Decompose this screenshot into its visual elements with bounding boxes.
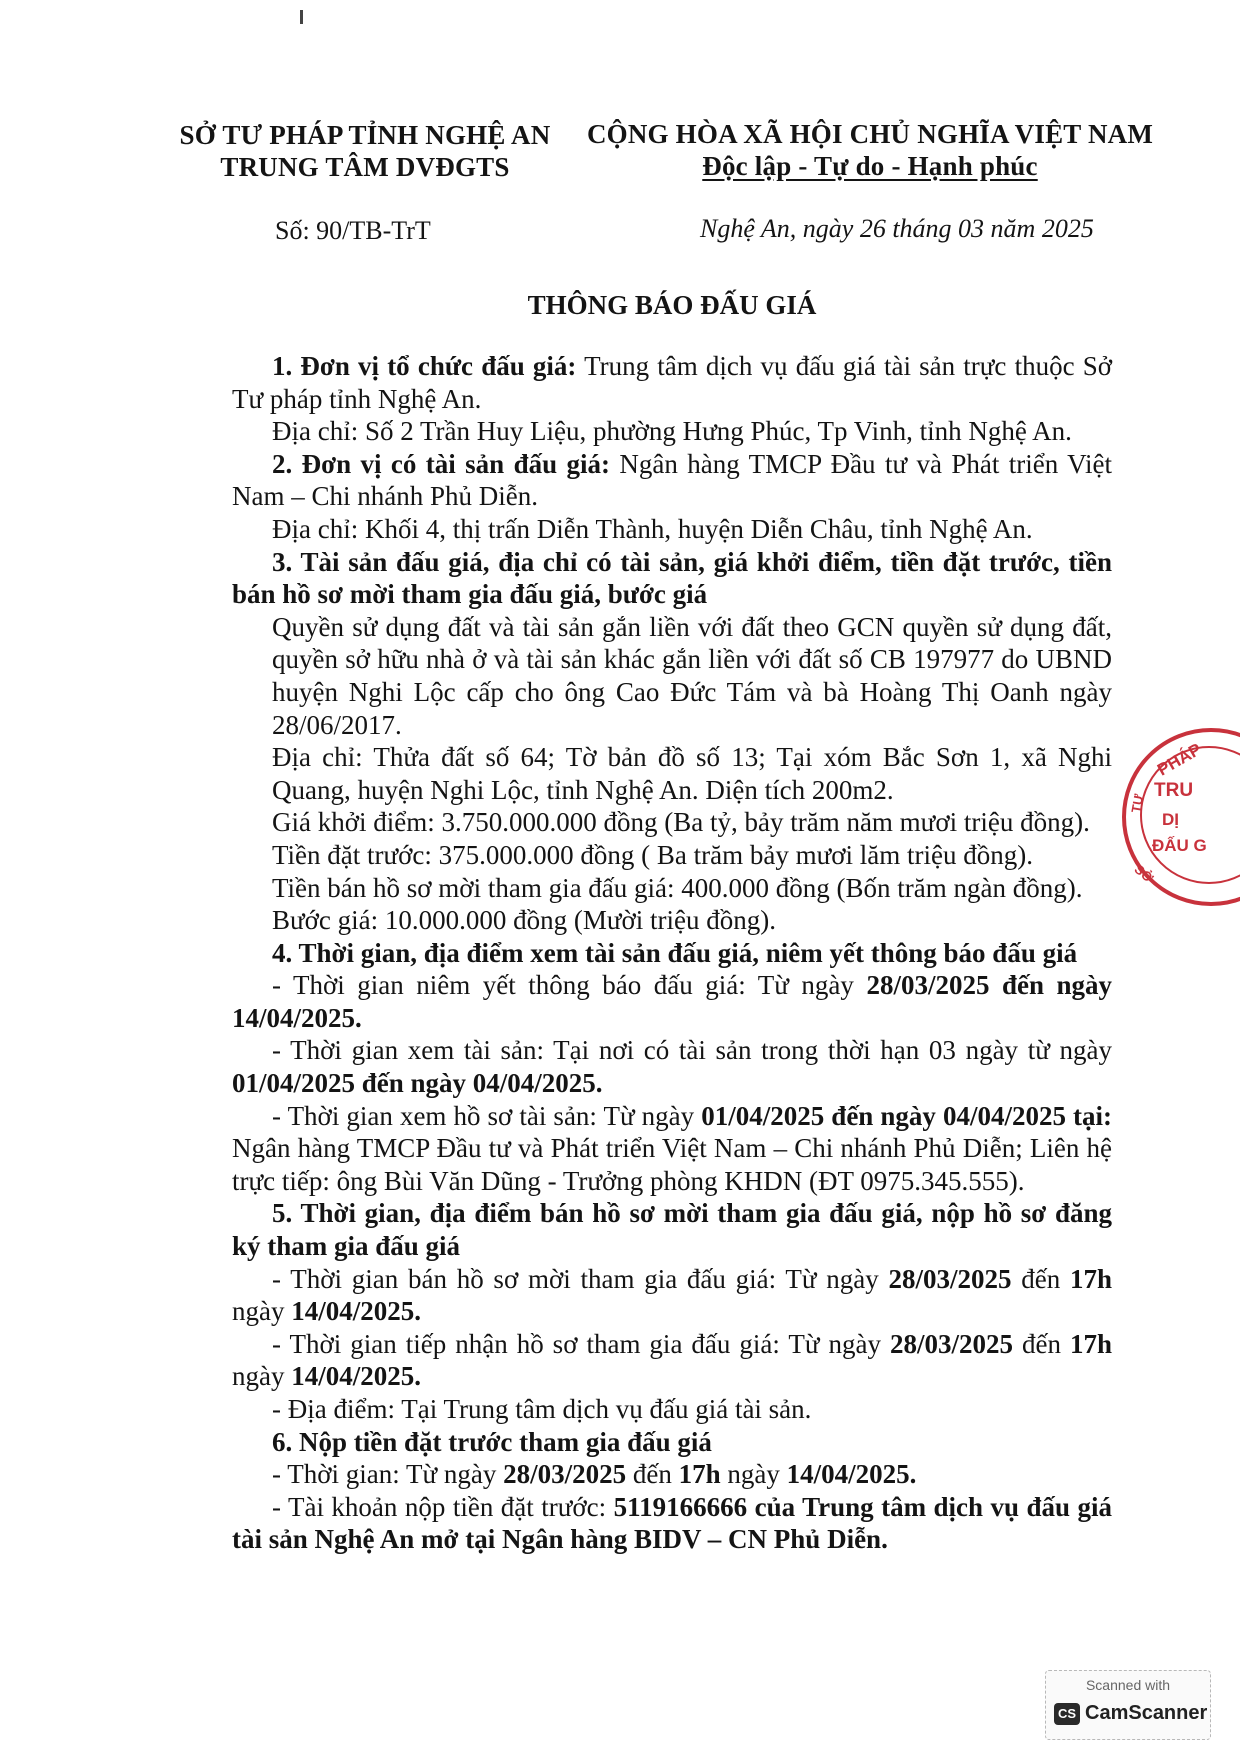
section-3-bid-step: Bước giá: 10.000.000 đồng (Mười triệu đồng). xyxy=(272,905,777,936)
receipt-from: 28/03/2025 xyxy=(889,1328,1013,1359)
receipt-date: 14/04/2025. xyxy=(291,1361,421,1392)
section-3-asset: Quyền sử dụng đất và tài sản gắn liền với đất theo GCN quyền sử dụng đất, quyền sở hữu nhà ở và tài sản khác gắn liền với đất số CB 197977 do UBND huyện Nghi Lộc cấp cho ông Cao Đức Tám và bà Hoàng Thị Oanh ngày 28/06/2017. xyxy=(272,611,1112,740)
viewing-label: - Thời gian xem tài sản: Tại nơi có tài sản trong thời hạn 03 ngày từ ngày xyxy=(272,1035,1112,1066)
section-3-start-price: Giá khởi điểm: 3.750.000.000 đồng (Ba tỷ, bảy trăm năm mươi triệu đồng). xyxy=(272,807,1090,838)
place-date: Nghệ An, ngày 26 tháng 03 năm 2025 xyxy=(700,214,1094,243)
seal-text-bottom: SỞ xyxy=(1131,861,1157,886)
section-2 xyxy=(232,448,1112,513)
section-4-posting xyxy=(232,969,1112,1034)
deposit-suffix: ngày xyxy=(720,1459,787,1490)
seal-inner-ring xyxy=(1140,746,1240,884)
receipt-label: - Thời gian tiếp nhận hồ sơ tham gia đấu giá: Từ ngày xyxy=(272,1328,890,1359)
scanner-brand: CamScanner xyxy=(1085,1702,1208,1724)
receipt-suffix: ngày xyxy=(232,1361,292,1392)
document-body xyxy=(232,350,1112,1556)
seal-text-3: ĐẤU G xyxy=(1152,836,1207,855)
document-number: Số: 90/TB-TrT xyxy=(275,216,431,245)
scanner-caption: Scanned with xyxy=(1085,1677,1171,1693)
account-details: 5119166666 của Trung tâm dịch vụ đấu giá tài sản Nghệ An mở tại Ngân hàng BIDV – CN Phủ Diễn. xyxy=(232,1491,1113,1555)
section-5-sale xyxy=(232,1263,1112,1328)
camscanner-logo-icon: CS xyxy=(1054,1703,1080,1725)
sale-suffix: ngày xyxy=(232,1296,292,1327)
deposit-time-label: - Thời gian: Từ ngày xyxy=(272,1459,504,1490)
section-2-address: Địa chỉ: Khối 4, thị trấn Diễn Thành, huyện Diễn Châu, tỉnh Nghệ An. xyxy=(272,513,1033,544)
red-seal-stamp xyxy=(1122,728,1240,906)
nation-motto: Độc lập - Tự do - Hạnh phúc xyxy=(702,151,1038,181)
section-5-receipt xyxy=(232,1328,1112,1393)
section-1-heading: 1. Đơn vị tổ chức đấu giá: xyxy=(272,351,577,381)
section-3-address: Địa chỉ: Thửa đất số 64; Tờ bản đồ số 13; Tại xóm Bắc Sơn 1, xã Nghi Quang, huyện Nghi Lộc, tỉnh Nghệ An. Diện tích 200m2. xyxy=(272,742,1112,805)
section-5-heading: 5. Thời gian, địa điểm bán hồ sơ mời tham gia đấu giá, nộp hồ sơ đăng ký tham gia đấu giá xyxy=(232,1198,1112,1262)
deposit-date: 14/04/2025. xyxy=(786,1459,917,1490)
sale-date: 14/04/2025. xyxy=(291,1296,421,1327)
section-1 xyxy=(232,350,1112,415)
seal-text-top: PHÁP xyxy=(1154,739,1205,780)
org-unit: TRUNG TÂM DVĐGTS xyxy=(220,152,510,182)
document-title: THÔNG BÁO ĐẤU GIÁ xyxy=(527,290,817,320)
docs-contact: Ngân hàng TMCP Đầu tư và Phát triển Việt Nam – Chi nhánh Phủ Diễn; Liên hệ trực tiếp: ông Bùi Văn Dũng - Trưởng phòng KHDN (ĐT 0975.345.555). xyxy=(232,1133,1112,1196)
seal-text-2: DỊ xyxy=(1162,810,1179,829)
section-3-heading: 3. Tài sản đấu giá, địa chỉ có tài sản, giá khởi điểm, tiền đặt trước, tiền bán hồ sơ mời tham gia đấu giá, bước giá xyxy=(232,546,1112,610)
camscanner-badge xyxy=(1045,1670,1211,1740)
deposit-hour: 17h xyxy=(678,1459,721,1490)
seal-text-left: TƯ xyxy=(1128,792,1147,815)
section-3-dossier-fee: Tiền bán hồ sơ mời tham gia đấu giá: 400.000 đồng (Bốn trăm ngàn đồng). xyxy=(272,872,1083,903)
section-5-location: - Địa điểm: Tại Trung tâm dịch vụ đấu giá tài sản. xyxy=(272,1394,812,1424)
section-2-heading: 2. Đơn vị có tài sản đấu giá: xyxy=(272,448,610,479)
seal-text-1: TRU xyxy=(1154,780,1194,801)
deposit-from: 28/03/2025 xyxy=(503,1459,627,1490)
section-3-deposit: Tiền đặt trước: 375.000.000 đồng ( Ba trăm bảy mươi lăm triệu đồng). xyxy=(272,839,1033,870)
docs-dates: 01/04/2025 đến ngày 04/04/2025 tại: xyxy=(701,1100,1112,1131)
org-name: SỞ TƯ PHÁP TỈNH NGHỆ AN xyxy=(179,120,551,150)
section-6-heading: 6. Nộp tiền đặt trước tham gia đấu giá xyxy=(272,1426,712,1457)
receipt-hour: 17h xyxy=(1069,1328,1112,1359)
posting-label: - Thời gian niêm yết thông báo đấu giá: Từ ngày xyxy=(272,970,867,1001)
viewing-dates: 01/04/2025 đến ngày 04/04/2025. xyxy=(232,1068,603,1099)
section-4-viewing xyxy=(232,1034,1112,1099)
section-4-docs xyxy=(232,1100,1112,1198)
posting-dates: 28/03/2025 đến ngày 14/04/2025. xyxy=(232,970,1112,1033)
sale-mid: đến xyxy=(1011,1263,1070,1294)
section-4-heading: 4. Thời gian, địa điểm xem tài sản đấu giá, niêm yết thông báo đấu giá xyxy=(272,937,1078,968)
sale-from: 28/03/2025 xyxy=(888,1263,1012,1294)
sale-hour: 17h xyxy=(1069,1263,1112,1294)
receipt-mid: đến xyxy=(1013,1328,1070,1359)
section-1-text: Trung tâm dịch vụ đấu giá tài sản trực thuộc Sở Tư pháp tỉnh Nghệ An. xyxy=(232,351,1113,414)
account-label: - Tài khoản nộp tiền đặt trước: xyxy=(272,1491,614,1522)
sale-label: - Thời gian bán hồ sơ mời tham gia đấu giá: Từ ngày xyxy=(272,1263,889,1294)
nation-title: CỘNG HÒA XÃ HỘI CHỦ NGHĨA VIỆT NAM xyxy=(586,119,1154,149)
docs-label: - Thời gian xem hồ sơ tài sản: Từ ngày xyxy=(272,1100,702,1131)
scan-speck xyxy=(300,10,303,24)
section-6-time xyxy=(232,1458,1112,1491)
deposit-mid: đến xyxy=(626,1459,679,1490)
section-6-account xyxy=(232,1491,1112,1556)
section-1-address: Địa chỉ: Số 2 Trần Huy Liệu, phường Hưng Phúc, Tp Vinh, tỉnh Nghệ An. xyxy=(272,416,1072,447)
section-2-text: Ngân hàng TMCP Đầu tư và Phát triển Việt Nam – Chi nhánh Phủ Diễn. xyxy=(232,448,1112,512)
